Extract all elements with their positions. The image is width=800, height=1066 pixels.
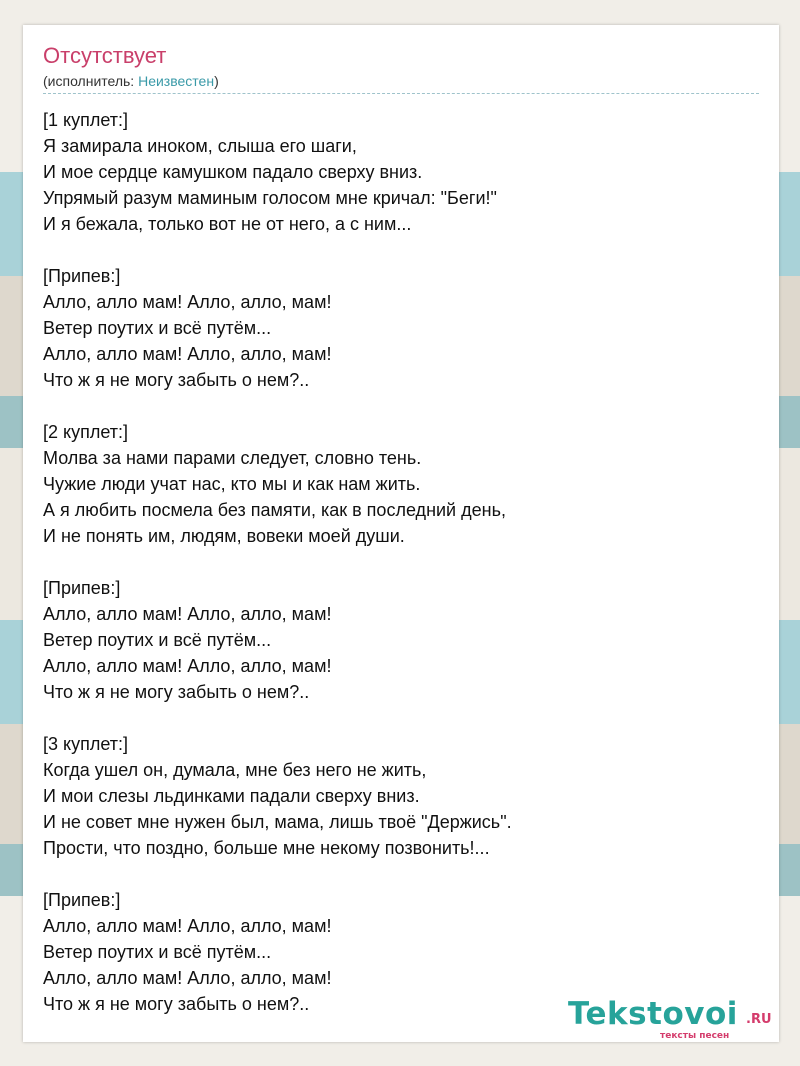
- lyric-line: Я замирала иноком, слыша его шаги,: [43, 136, 357, 156]
- lyric-line: Ветер поутих и всё путём...: [43, 942, 272, 962]
- artist-link[interactable]: Неизвестен: [138, 73, 215, 89]
- lyric-line: [Припев:]: [43, 890, 121, 910]
- header-divider: [43, 93, 759, 94]
- logo-name: Tekstovoi: [568, 996, 738, 1032]
- lyric-line: Что ж я не могу забыть о нем?..: [43, 994, 310, 1014]
- lyric-line: [3 куплет:]: [43, 734, 128, 754]
- lyric-line: Чужие люди учат нас, кто мы и как нам жить.: [43, 474, 421, 494]
- logo-tld: .RU: [746, 1012, 772, 1027]
- lyric-line: [2 куплет:]: [43, 422, 128, 442]
- lyric-line: Упрямый разум маминым голосом мне кричал: "Беги!": [43, 188, 497, 208]
- lyric-line: [43, 549, 512, 575]
- lyric-line: Ветер поутих и всё путём...: [43, 630, 272, 650]
- lyric-line: Прости, что поздно, больше мне некому позвонить!...: [43, 838, 490, 858]
- song-title: Отсутствует: [43, 43, 167, 68]
- lyric-line: [43, 861, 512, 887]
- artist-prefix: (исполнитель:: [43, 73, 139, 89]
- lyric-line: Молва за нами парами следует, словно тень.: [43, 448, 422, 468]
- lyric-line: И не понять им, людям, вовеки моей души.: [43, 526, 405, 546]
- lyric-line: Алло, алло мам! Алло, алло, мам!: [43, 604, 332, 624]
- logo-tagline: тексты песен: [660, 1031, 730, 1041]
- lyric-line: А я любить посмела без памяти, как в последний день,: [43, 500, 506, 520]
- lyric-line: [Припев:]: [43, 266, 121, 286]
- lyric-line: И я бежала, только вот не от него, а с ним...: [43, 214, 412, 234]
- lyric-line: Алло, алло мам! Алло, алло, мам!: [43, 344, 332, 364]
- lyric-line: Когда ушел он, думала, мне без него не жить,: [43, 760, 427, 780]
- lyrics-text: [43, 107, 512, 1017]
- lyric-line: И не совет мне нужен был, мама, лишь твоё "Держись".: [43, 812, 512, 832]
- lyric-line: [Припев:]: [43, 578, 121, 598]
- artist-suffix: ): [214, 73, 219, 89]
- lyric-line: Алло, алло мам! Алло, алло, мам!: [43, 292, 332, 312]
- artist-line: [43, 73, 219, 89]
- lyric-line: [43, 393, 512, 419]
- lyric-line: Что ж я не могу забыть о нем?..: [43, 370, 310, 390]
- lyric-line: Алло, алло мам! Алло, алло, мам!: [43, 968, 332, 988]
- lyric-line: И мое сердце камушком падало сверху вниз.: [43, 162, 423, 182]
- lyric-line: Алло, алло мам! Алло, алло, мам!: [43, 916, 332, 936]
- site-logo: [568, 996, 778, 1042]
- lyric-line: Алло, алло мам! Алло, алло, мам!: [43, 656, 332, 676]
- lyric-line: Что ж я не могу забыть о нем?..: [43, 682, 310, 702]
- lyric-line: Ветер поутих и всё путём...: [43, 318, 272, 338]
- lyric-line: [43, 705, 512, 731]
- lyrics-card: [23, 25, 779, 1042]
- lyric-line: [43, 237, 512, 263]
- lyric-line: И мои слезы льдинками падали сверху вниз.: [43, 786, 420, 806]
- lyric-line: [1 куплет:]: [43, 110, 128, 130]
